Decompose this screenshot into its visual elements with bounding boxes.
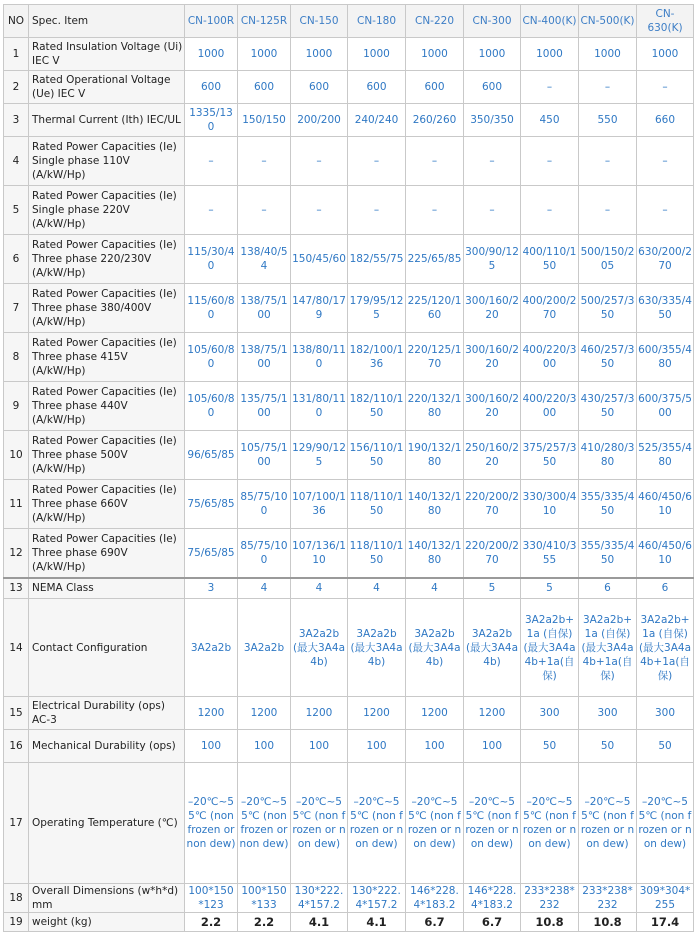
spec-value-cell: 220/200/270 (464, 480, 521, 529)
spec-value-cell: 4 (348, 578, 406, 599)
spec-value-cell: 600 (406, 71, 464, 104)
spec-item-label: Rated Operational Voltage (Ue) IEC V (29, 71, 185, 104)
spec-value-cell: 1200 (406, 697, 464, 730)
spec-value-cell: 96/65/85 (185, 431, 238, 480)
spec-value-cell: 1200 (348, 697, 406, 730)
spec-value-cell: 179/95/125 (348, 284, 406, 333)
spec-value-cell: – (579, 137, 637, 186)
spec-value-cell: 5 (464, 578, 521, 599)
spec-value-cell: 10.8 (521, 913, 579, 932)
spec-value-cell: –20℃~55℃ (non frozen or non dew) (406, 763, 464, 884)
spec-value-cell: 525/355/480 (637, 431, 694, 480)
spec-value-cell: 600 (291, 71, 348, 104)
spec-value-cell: 250/160/220 (464, 431, 521, 480)
spec-value-cell: 118/110/150 (348, 480, 406, 529)
spec-item-label: Rated Power Capacities (Ie) Single phase 220V (A/kW/Hp) (29, 186, 185, 235)
spec-value-cell: 660 (637, 104, 694, 137)
spec-value-cell: 430/257/350 (579, 382, 637, 431)
spec-item-label: Rated Power Capacities (Ie) Three phase 220/230V (A/kW/Hp) (29, 235, 185, 284)
spec-value-cell: 300/160/220 (464, 333, 521, 382)
spec-value-cell: –20℃~55℃ (non frozen or non dew) (464, 763, 521, 884)
spec-value-cell: 140/132/180 (406, 480, 464, 529)
table-row (4, 186, 694, 235)
spec-value-cell: – (348, 137, 406, 186)
spec-item-label: Contact Configuration (29, 599, 185, 697)
spec-value-cell: 225/65/85 (406, 235, 464, 284)
spec-value-cell: – (406, 137, 464, 186)
spec-value-cell: –20℃~55℃ (non frozen or non dew) (579, 763, 637, 884)
spec-value-cell: 400/220/300 (521, 333, 579, 382)
spec-value-cell: 115/60/80 (185, 284, 238, 333)
row-number: 18 (4, 884, 29, 913)
spec-value-cell: 3A2a2b (185, 599, 238, 697)
row-number: 1 (4, 38, 29, 71)
spec-value-cell: 4 (406, 578, 464, 599)
spec-value-cell: 17.4 (637, 913, 694, 932)
spec-value-cell: 105/60/80 (185, 382, 238, 431)
spec-value-cell: 115/30/40 (185, 235, 238, 284)
table-row (4, 730, 694, 763)
spec-item-label: Rated Insulation Voltage (Ui) IEC V (29, 38, 185, 71)
spec-value-cell: 129/90/125 (291, 431, 348, 480)
spec-value-cell: 350/350 (464, 104, 521, 137)
table-row (4, 529, 694, 578)
spec-value-cell: – (238, 137, 291, 186)
spec-value-cell: 240/240 (348, 104, 406, 137)
spec-value-cell: 300 (579, 697, 637, 730)
row-number: 15 (4, 697, 29, 730)
spec-value-cell: 138/40/54 (238, 235, 291, 284)
row-number: 11 (4, 480, 29, 529)
spec-value-cell: 156/110/150 (348, 431, 406, 480)
spec-value-cell: 220/125/170 (406, 333, 464, 382)
spec-value-cell: 150/150 (238, 104, 291, 137)
spec-value-cell: 190/132/180 (406, 431, 464, 480)
spec-value-cell: – (521, 186, 579, 235)
spec-value-cell: 3A2a2b (最大3A4a4b) (406, 599, 464, 697)
table-row (4, 431, 694, 480)
spec-value-cell: 200/200 (291, 104, 348, 137)
spec-value-cell: 138/75/100 (238, 284, 291, 333)
spec-value-cell: –20℃~55℃ (non frozen or non dew) (637, 763, 694, 884)
spec-value-cell: 182/55/75 (348, 235, 406, 284)
spec-value-cell: – (185, 137, 238, 186)
spec-value-cell: 100 (291, 730, 348, 763)
spec-value-cell: 600/375/500 (637, 382, 694, 431)
table-row (4, 697, 694, 730)
spec-item-label: Rated Power Capacities (Ie) Three phase 500V (A/kW/Hp) (29, 431, 185, 480)
spec-value-cell: 260/260 (406, 104, 464, 137)
spec-value-cell: 1200 (291, 697, 348, 730)
spec-value-cell: – (406, 186, 464, 235)
spec-value-cell: 630/335/450 (637, 284, 694, 333)
spec-value-cell: 4 (291, 578, 348, 599)
spec-value-cell: 182/110/150 (348, 382, 406, 431)
row-number: 13 (4, 578, 29, 599)
header-model: CN-400(K) (521, 5, 579, 38)
spec-value-cell: 1200 (185, 697, 238, 730)
spec-value-cell: –20℃~55℃ (non frozen or non dew) (185, 763, 238, 884)
spec-item-label: Operating Temperature (℃) (29, 763, 185, 884)
spec-value-cell: 138/80/110 (291, 333, 348, 382)
spec-item-label: Rated Power Capacities (Ie) Three phase 660V (A/kW/Hp) (29, 480, 185, 529)
spec-item-label: Mechanical Durability (ops) (29, 730, 185, 763)
spec-value-cell: 100 (238, 730, 291, 763)
spec-value-cell: 3A2a2b+1a (自保)(最大3A4a4b+1a(自保) (521, 599, 579, 697)
spec-value-cell: 6.7 (464, 913, 521, 932)
spec-value-cell: 410/280/380 (579, 431, 637, 480)
header-model: CN-180 (348, 5, 406, 38)
spec-value-cell: 630/200/270 (637, 235, 694, 284)
spec-value-cell: 300/160/220 (464, 284, 521, 333)
spec-value-cell: 4.1 (348, 913, 406, 932)
table-row (4, 884, 694, 913)
spec-value-cell: 5 (521, 578, 579, 599)
row-number: 8 (4, 333, 29, 382)
spec-value-cell: 150/45/60 (291, 235, 348, 284)
spec-value-cell: 400/200/270 (521, 284, 579, 333)
spec-value-cell: 6 (637, 578, 694, 599)
header-model: CN-630(K) (637, 5, 694, 38)
spec-value-cell: 500/257/350 (579, 284, 637, 333)
table-row (4, 71, 694, 104)
spec-value-cell: 10.8 (579, 913, 637, 932)
spec-value-cell: 4 (238, 578, 291, 599)
spec-value-cell: –20℃~55℃ (non frozen or non dew) (348, 763, 406, 884)
spec-value-cell: 100 (406, 730, 464, 763)
spec-value-cell: 3A2a2b (最大3A4a4b) (348, 599, 406, 697)
table-row (4, 578, 694, 599)
spec-value-cell: 100 (464, 730, 521, 763)
row-number: 6 (4, 235, 29, 284)
spec-value-cell: 300/160/220 (464, 382, 521, 431)
spec-value-cell: 600 (348, 71, 406, 104)
spec-value-cell: – (579, 186, 637, 235)
spec-value-cell: 100 (185, 730, 238, 763)
spec-value-cell: – (291, 137, 348, 186)
spec-value-cell: – (637, 186, 694, 235)
spec-value-cell: 182/100/136 (348, 333, 406, 382)
header-model: CN-300 (464, 5, 521, 38)
spec-value-cell: 2.2 (185, 913, 238, 932)
row-number: 17 (4, 763, 29, 884)
table-row (4, 38, 694, 71)
spec-value-cell: 1200 (238, 697, 291, 730)
table-row (4, 382, 694, 431)
spec-item-label: NEMA Class (29, 578, 185, 599)
spec-value-cell: 107/136/110 (291, 529, 348, 578)
spec-value-cell: 355/335/450 (579, 529, 637, 578)
spec-value-cell: – (637, 71, 694, 104)
spec-value-cell: 500/150/205 (579, 235, 637, 284)
spec-value-cell: 600 (238, 71, 291, 104)
table-row (4, 333, 694, 382)
spec-value-cell: 3 (185, 578, 238, 599)
header-model: CN-100R (185, 5, 238, 38)
spec-value-cell: 50 (521, 730, 579, 763)
header-model: CN-150 (291, 5, 348, 38)
header-spec-item: Spec. Item (29, 5, 185, 38)
spec-table-body (4, 38, 694, 932)
spec-value-cell: 1000 (185, 38, 238, 71)
spec-value-cell: – (637, 137, 694, 186)
spec-value-cell: – (348, 186, 406, 235)
spec-value-cell: 3A2a2b (最大3A4a4b) (464, 599, 521, 697)
spec-value-cell: 330/410/355 (521, 529, 579, 578)
table-row (4, 599, 694, 697)
table-row (4, 913, 694, 932)
table-row (4, 137, 694, 186)
spec-value-cell: 100*150*123 (185, 884, 238, 913)
spec-value-cell: 1000 (348, 38, 406, 71)
spec-value-cell: 600 (464, 71, 521, 104)
spec-value-cell: 130*222.4*157.2 (291, 884, 348, 913)
spec-value-cell: 460/257/350 (579, 333, 637, 382)
spec-value-cell: 6 (579, 578, 637, 599)
spec-value-cell: 300 (637, 697, 694, 730)
row-number: 3 (4, 104, 29, 137)
spec-value-cell: 3A2a2b+1a (自保)(最大3A4a4b+1a(自保) (579, 599, 637, 697)
spec-value-cell: 1200 (464, 697, 521, 730)
spec-value-cell: 400/110/150 (521, 235, 579, 284)
spec-value-cell: 550 (579, 104, 637, 137)
row-number: 16 (4, 730, 29, 763)
row-number: 4 (4, 137, 29, 186)
spec-item-label: Rated Power Capacities (Ie) Three phase 415V (A/kW/Hp) (29, 333, 185, 382)
spec-value-cell: 233*238*232 (579, 884, 637, 913)
table-row (4, 284, 694, 333)
spec-value-cell: 75/65/85 (185, 529, 238, 578)
row-number: 10 (4, 431, 29, 480)
spec-value-cell: –20℃~55℃ (non frozen or non dew) (238, 763, 291, 884)
spec-item-label: Rated Power Capacities (Ie) Three phase 690V (A/kW/Hp) (29, 529, 185, 578)
spec-value-cell: 300/90/125 (464, 235, 521, 284)
spec-value-cell: 300 (521, 697, 579, 730)
row-number: 9 (4, 382, 29, 431)
spec-value-cell: – (464, 186, 521, 235)
spec-item-label: Rated Power Capacities (Ie) Three phase 380/400V (A/kW/Hp) (29, 284, 185, 333)
spec-value-cell: 1000 (291, 38, 348, 71)
spec-value-cell: 105/75/100 (238, 431, 291, 480)
row-number: 2 (4, 71, 29, 104)
header-model: CN-220 (406, 5, 464, 38)
spec-value-cell: 2.2 (238, 913, 291, 932)
spec-value-cell: – (238, 186, 291, 235)
spec-value-cell: 100*150*133 (238, 884, 291, 913)
spec-value-cell: 1000 (579, 38, 637, 71)
table-row (4, 104, 694, 137)
spec-value-cell: 6.7 (406, 913, 464, 932)
row-number: 5 (4, 186, 29, 235)
spec-value-cell: 225/120/160 (406, 284, 464, 333)
spec-value-cell: 135/75/100 (238, 382, 291, 431)
spec-item-label: weight (kg) (29, 913, 185, 932)
spec-value-cell: – (521, 137, 579, 186)
spec-value-cell: 600/355/480 (637, 333, 694, 382)
spec-value-cell: 1000 (521, 38, 579, 71)
header-no: NO (4, 5, 29, 38)
spec-value-cell: 146*228.4*183.2 (464, 884, 521, 913)
spec-value-cell: 85/75/100 (238, 529, 291, 578)
spec-value-cell: 50 (579, 730, 637, 763)
row-number: 12 (4, 529, 29, 578)
spec-item-label: Rated Power Capacities (Ie) Three phase 440V (A/kW/Hp) (29, 382, 185, 431)
spec-value-cell: 85/75/100 (238, 480, 291, 529)
spec-value-cell: – (291, 186, 348, 235)
spec-value-cell: 1000 (406, 38, 464, 71)
header-model: CN-500(K) (579, 5, 637, 38)
spec-value-cell: – (579, 71, 637, 104)
header-model: CN-125R (238, 5, 291, 38)
spec-value-cell: 1000 (238, 38, 291, 71)
spec-value-cell: –20℃~55℃ (non frozen or non dew) (521, 763, 579, 884)
spec-value-cell: –20℃~55℃ (non frozen or non dew) (291, 763, 348, 884)
spec-item-label: Overall Dimensions (w*h*d) mm (29, 884, 185, 913)
spec-value-cell: 220/200/270 (464, 529, 521, 578)
spec-value-cell: 75/65/85 (185, 480, 238, 529)
table-row (4, 480, 694, 529)
spec-value-cell: 130*222.4*157.2 (348, 884, 406, 913)
spec-value-cell: 309*304*255 (637, 884, 694, 913)
spec-value-cell: 355/335/450 (579, 480, 637, 529)
spec-value-cell: 1000 (637, 38, 694, 71)
spec-value-cell: 233*238*232 (521, 884, 579, 913)
spec-value-cell: 460/450/610 (637, 529, 694, 578)
spec-value-cell: 146*228.4*183.2 (406, 884, 464, 913)
spec-value-cell: 131/80/110 (291, 382, 348, 431)
spec-table (3, 4, 694, 932)
spec-value-cell: 3A2a2b+1a (自保)(最大3A4a4b+1a(自保) (637, 599, 694, 697)
spec-value-cell: 330/300/410 (521, 480, 579, 529)
spec-value-cell: 105/60/80 (185, 333, 238, 382)
spec-value-cell: 107/100/136 (291, 480, 348, 529)
spec-item-label: Electrical Durability (ops) AC-3 (29, 697, 185, 730)
spec-value-cell: 118/110/150 (348, 529, 406, 578)
spec-value-cell: 1335/130 (185, 104, 238, 137)
spec-value-cell: 220/132/180 (406, 382, 464, 431)
spec-value-cell: – (185, 186, 238, 235)
header-row (4, 5, 694, 38)
spec-value-cell: 147/80/179 (291, 284, 348, 333)
spec-item-label: Rated Power Capacities (Ie) Single phase 110V (A/kW/Hp) (29, 137, 185, 186)
spec-value-cell: 1000 (464, 38, 521, 71)
spec-item-label: Thermal Current (Ith) IEC/UL (29, 104, 185, 137)
spec-value-cell: 600 (185, 71, 238, 104)
spec-value-cell: 100 (348, 730, 406, 763)
spec-value-cell: 140/132/180 (406, 529, 464, 578)
row-number: 14 (4, 599, 29, 697)
row-number: 19 (4, 913, 29, 932)
spec-value-cell: 138/75/100 (238, 333, 291, 382)
table-row (4, 235, 694, 284)
spec-value-cell: 4.1 (291, 913, 348, 932)
table-row (4, 763, 694, 884)
spec-value-cell: 3A2a2b (最大3A4a4b) (291, 599, 348, 697)
spec-value-cell: 400/220/300 (521, 382, 579, 431)
spec-value-cell: – (521, 71, 579, 104)
spec-value-cell: 50 (637, 730, 694, 763)
spec-value-cell: 460/450/610 (637, 480, 694, 529)
spec-value-cell: 3A2a2b (238, 599, 291, 697)
spec-value-cell: 375/257/350 (521, 431, 579, 480)
spec-value-cell: 450 (521, 104, 579, 137)
row-number: 7 (4, 284, 29, 333)
spec-value-cell: – (464, 137, 521, 186)
